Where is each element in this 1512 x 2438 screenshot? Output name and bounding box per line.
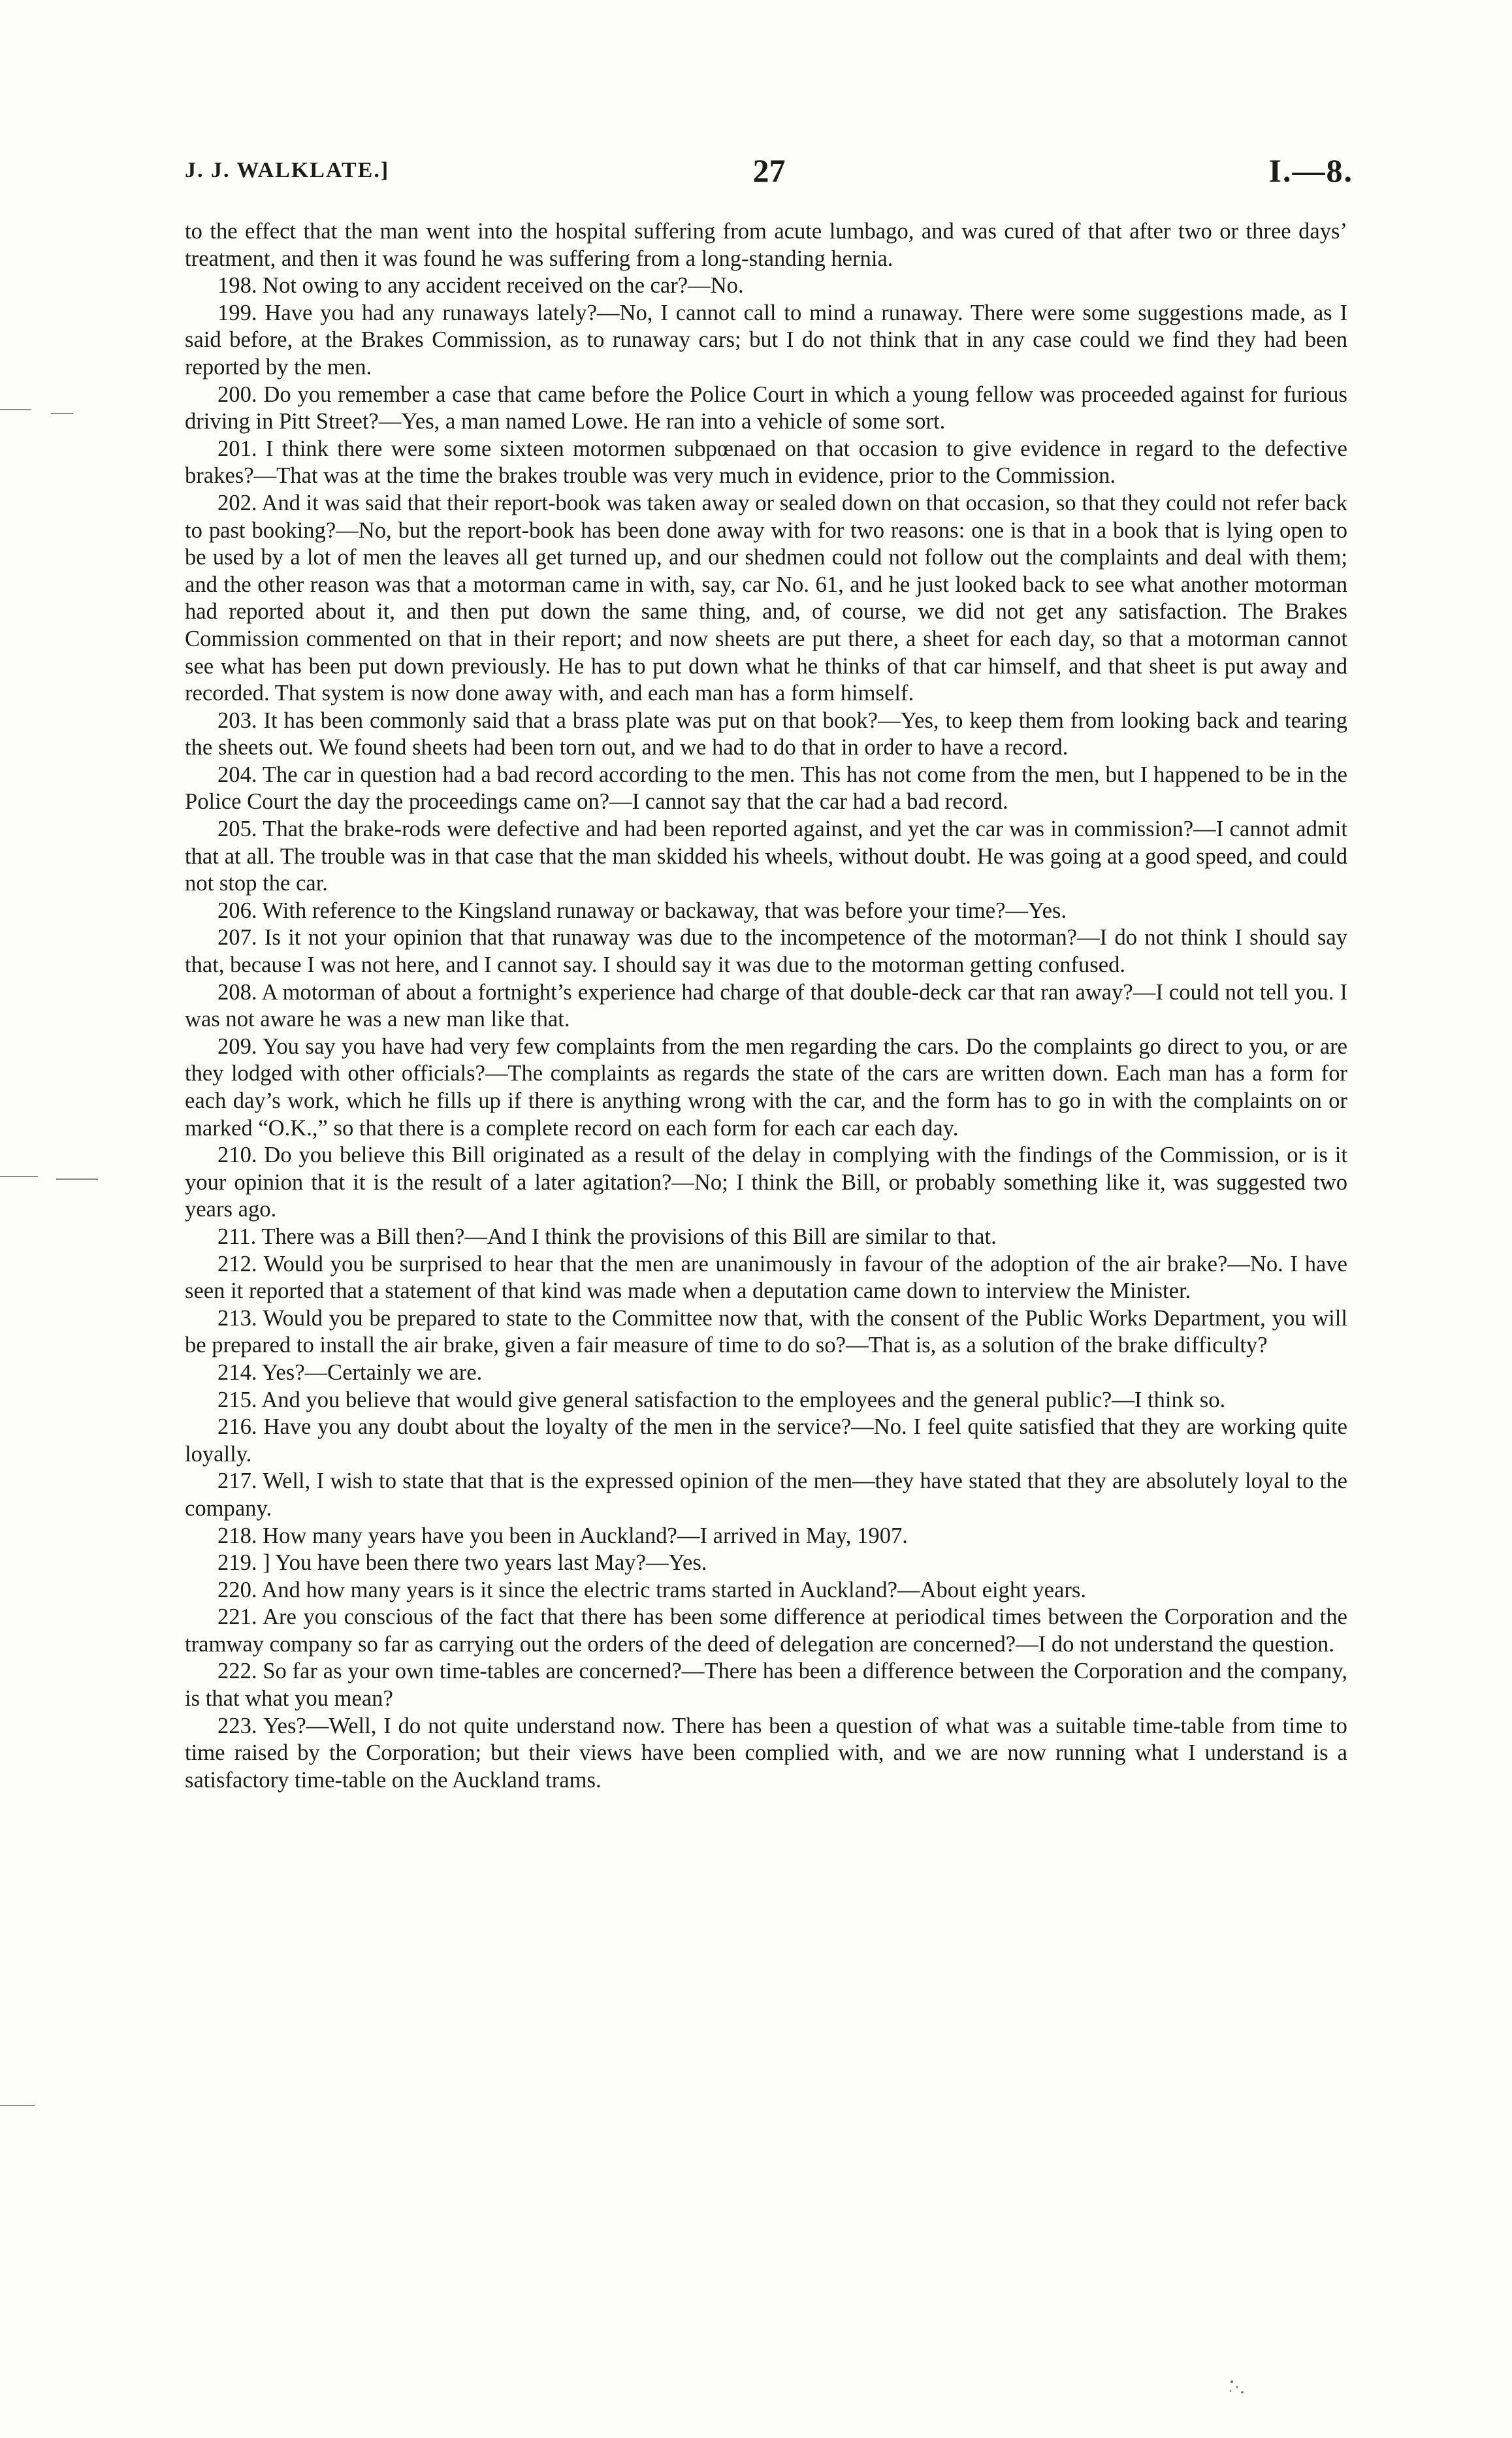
question-paragraph (185, 1387, 1347, 1414)
question-number: 207. (217, 925, 257, 951)
question-paragraph (185, 1251, 1347, 1305)
paragraph-text: You say you have had very few complaints from the men regarding the cars. Do the complaints go direct to you, or are they lodged with other officials?—The complaints as regards the state of the cars are written down. Each man has a form for each day’s work, which he fills up if there is anything wrong with the car, and the form has to go in with the complaints on or marked “O.K.,” so that there is a complete record on each form for each car each day. (185, 1033, 1347, 1141)
question-number: 218. (217, 1523, 257, 1548)
paragraph-text: It has been commonly said that a brass plate was put on that book?—Yes, to keep them from looking back and tearing the sheets out. We found sheets had been torn out, and we had to do that in order to have a record. (185, 707, 1347, 760)
margin-scan-mark (0, 409, 31, 410)
paragraph-text: There was a Bill then?—And I think the provisions of this Bill are similar to that. (261, 1224, 997, 1249)
question-number: 202. (217, 490, 257, 515)
question-number: 220. (217, 1577, 257, 1602)
question-paragraph (185, 1033, 1347, 1142)
question-paragraph: 219. ] You have been there two years last May?—Yes. (217, 1550, 707, 1576)
paragraph-text: Would you be prepared to state to the Committee now that, with the consent of the Public Works Department, you will be prepared to install the air brake, given a fair measure of time to do so?—That is, as a solution of the brake difficulty? (185, 1305, 1347, 1358)
paragraph-text: I think there were some sixteen motormen subpœnaed on that occasion to give evidence in regard to the defective brakes?—That was at the time the brakes trouble was very much in evidence, prior to the Commission. (185, 436, 1347, 489)
question-paragraph (185, 436, 1347, 490)
paragraph-text: So far as your own time-tables are concerned?—There has been a difference between the Corporation and the company, is that what you mean? (185, 1659, 1347, 1712)
question-number: 200. (217, 382, 257, 407)
question-paragraph (185, 1224, 1347, 1251)
paragraph-text: Yes?—Certainly we are. (261, 1359, 483, 1385)
question-paragraph (185, 1468, 1347, 1522)
question-paragraph (185, 1577, 1347, 1604)
paragraph-text: A motorman of about a fortnight’s experience had charge of that double-deck car that ran away?—I could not tell you. I was not aware he was a new man like that. (185, 979, 1347, 1032)
question-number: 221. (217, 1604, 257, 1630)
question-number: 219. (217, 1550, 257, 1576)
question-number: 203. (217, 707, 257, 733)
question-paragraph (185, 1359, 1347, 1387)
question-paragraph (185, 1658, 1347, 1712)
question-number: 216. (217, 1414, 257, 1440)
question-paragraph (185, 898, 1347, 925)
question-number: 223. (217, 1713, 257, 1738)
question-number: 208. (217, 979, 257, 1005)
paragraph-text: Yes?—Well, I do not quite understand now. There has been a question of what was a suitable time-table from time to time raised by the Corporation; but their views have been complied with, and we are now running what I understand is a satisfactory time-table on the Auckland trams. (185, 1713, 1347, 1793)
paragraph-text: And it was said that their report-book was taken away or sealed down on that occasion, so that they could not refer back to past booking?—No, but the report-book has been done away with for two reasons: one is that in a book that is lying open to be used by a lot of men the leaves all get turned up, and our shedmen could not follow out the complaints and deal with them; and the other reason was that a motorman came in with, say, car No. 61, and he just looked back to see what another motorman had reported about it, and then put down the same thing, and, of course, we did not get any satisfaction. The Brakes Commission commented on that in their report; and now sheets are put there, a sheet for each day, so that a motorman cannot see what has been put down previously. He has to put down what he thinks of that car himself, and that sheet is put away and recorded. That system is now done away with, and each man has a form himself. (185, 490, 1347, 706)
question-paragraph (185, 490, 1347, 707)
paragraph-text: Well, I wish to state that that is the expressed opinion of the men—they have stated that they are absolutely loyal to the company. (185, 1469, 1347, 1521)
question-number: 214. (217, 1359, 257, 1385)
question-paragraph (185, 1604, 1347, 1658)
margin-scan-mark (51, 413, 73, 414)
page-header (185, 154, 1353, 200)
paper-reference: I.—8. (1268, 152, 1353, 189)
paragraph-text: How many years have you been in Auckland?—I arrived in May, 1907. (263, 1523, 908, 1548)
paragraph-text: That the brake-rods were defective and had been reported against, and yet the car was in commission?—I cannot admit that at all. The trouble was in that case that the man skidded his wheels, without doubt. He was going at a good speed, and could not stop the car. (185, 817, 1347, 896)
question-number: 211. (217, 1224, 257, 1249)
question-number: 209. (217, 1033, 257, 1059)
paragraph-text: Have you had any runaways lately?—No, I cannot call to mind a runaway. There were some suggestions made, as I said before, at the Brakes Commission, as to runaway cars; but I do not think that in any case could we find they had been reported by the men. (185, 300, 1347, 380)
question-number: 213. (217, 1305, 257, 1331)
paragraph-text: You have been there two years last May?—Yes. (275, 1550, 707, 1576)
question-number: 199. (217, 300, 257, 325)
question-paragraph (185, 1414, 1347, 1468)
question-paragraph (185, 816, 1347, 898)
page-number: 27 (752, 152, 786, 189)
paragraph-text: And you believe that would give general satisfaction to the employees and the general public?—I think so. (261, 1387, 1226, 1412)
paragraph-text: And how many years is it since the electric trams started in Auckland?—About eight years. (261, 1577, 1086, 1602)
question-paragraph (185, 300, 1347, 382)
document-body (185, 218, 1347, 1794)
question-paragraph (185, 382, 1347, 436)
question-paragraph (185, 979, 1347, 1033)
paragraph-text: With reference to the Kingsland runaway or backaway, that was before your time?—Yes. (262, 898, 1067, 923)
paragraph-text: The car in question had a bad record according to the men. This has not come from the men, but I happened to be in the Police Court the day the proceedings came on?—I cannot say that the car had a bad record. (185, 762, 1347, 815)
question-number: 215. (217, 1387, 257, 1412)
paragraph-text: Are you conscious of the fact that there has been some difference at periodical times between the Corporation and the tramway company so far as carrying out the orders of the deed of delegation are concerned?—I do not understand the question. (185, 1604, 1347, 1657)
question-number: 212. (217, 1251, 257, 1276)
margin-scan-mark (0, 1176, 38, 1177)
question-paragraph (185, 1142, 1347, 1224)
question-number: 206. (217, 898, 257, 923)
witness-name-header: J. J. WALKLATE.] (185, 158, 390, 182)
paragraph-continuation (185, 218, 1347, 272)
paragraph-text: Do you remember a case that came before the Police Court in which a young fellow was proceeded against for furious driving in Pitt Street?—Yes, a man named Lowe. He ran into a vehicle of some sort. (185, 382, 1347, 434)
question-paragraph (185, 1523, 1347, 1550)
question-paragraph (185, 272, 1347, 300)
question-number: 210. (217, 1143, 257, 1168)
paragraph-text: Is it not your opinion that that runaway was due to the incompetence of the motorman?—I do not think I should say that, because I was not here, and I cannot say. I should say it was due to the motorman getting confused. (185, 925, 1347, 978)
scan-specks (1227, 2378, 1253, 2397)
paragraph-text: to the effect that the man went into the hospital suffering from acute lumbago, and was cured of that after two or three days’ treatment, and then it was found he was suffering from a long-standing hernia. (185, 219, 1347, 271)
margin-scan-mark (56, 1178, 98, 1180)
question-paragraph (185, 1305, 1347, 1359)
paragraph-text: Have you any doubt about the loyalty of the men in the service?—No. I feel quite satisfied that they are working quite loyally. (185, 1414, 1347, 1467)
paragraph-text: Not owing to any accident received on the car?—No. (263, 273, 744, 299)
question-number: 205. (217, 817, 257, 842)
question-number: 201. (217, 436, 257, 461)
question-paragraph (185, 924, 1347, 979)
question-paragraph (185, 707, 1347, 762)
question-number: 222. (217, 1659, 257, 1684)
question-paragraph (185, 762, 1347, 816)
paragraph-text: Do you believe this Bill originated as a result of the delay in complying with the findings of the Commission, or is it your opinion that it is the result of a later agitation?—No; I think the Bill, or probably something like it, was suggested two years ago. (185, 1143, 1347, 1222)
question-number: 204. (217, 762, 257, 787)
question-number: 217. (217, 1469, 257, 1494)
paragraph-text: Would you be surprised to hear that the men are unanimously in favour of the adoption of the air brake?—No. I have seen it reported that a statement of that kind was made when a deputation came down to interview the Minister. (185, 1251, 1348, 1304)
question-paragraph (185, 1713, 1347, 1795)
margin-scan-mark (0, 2105, 35, 2106)
question-number: 198. (217, 273, 257, 299)
